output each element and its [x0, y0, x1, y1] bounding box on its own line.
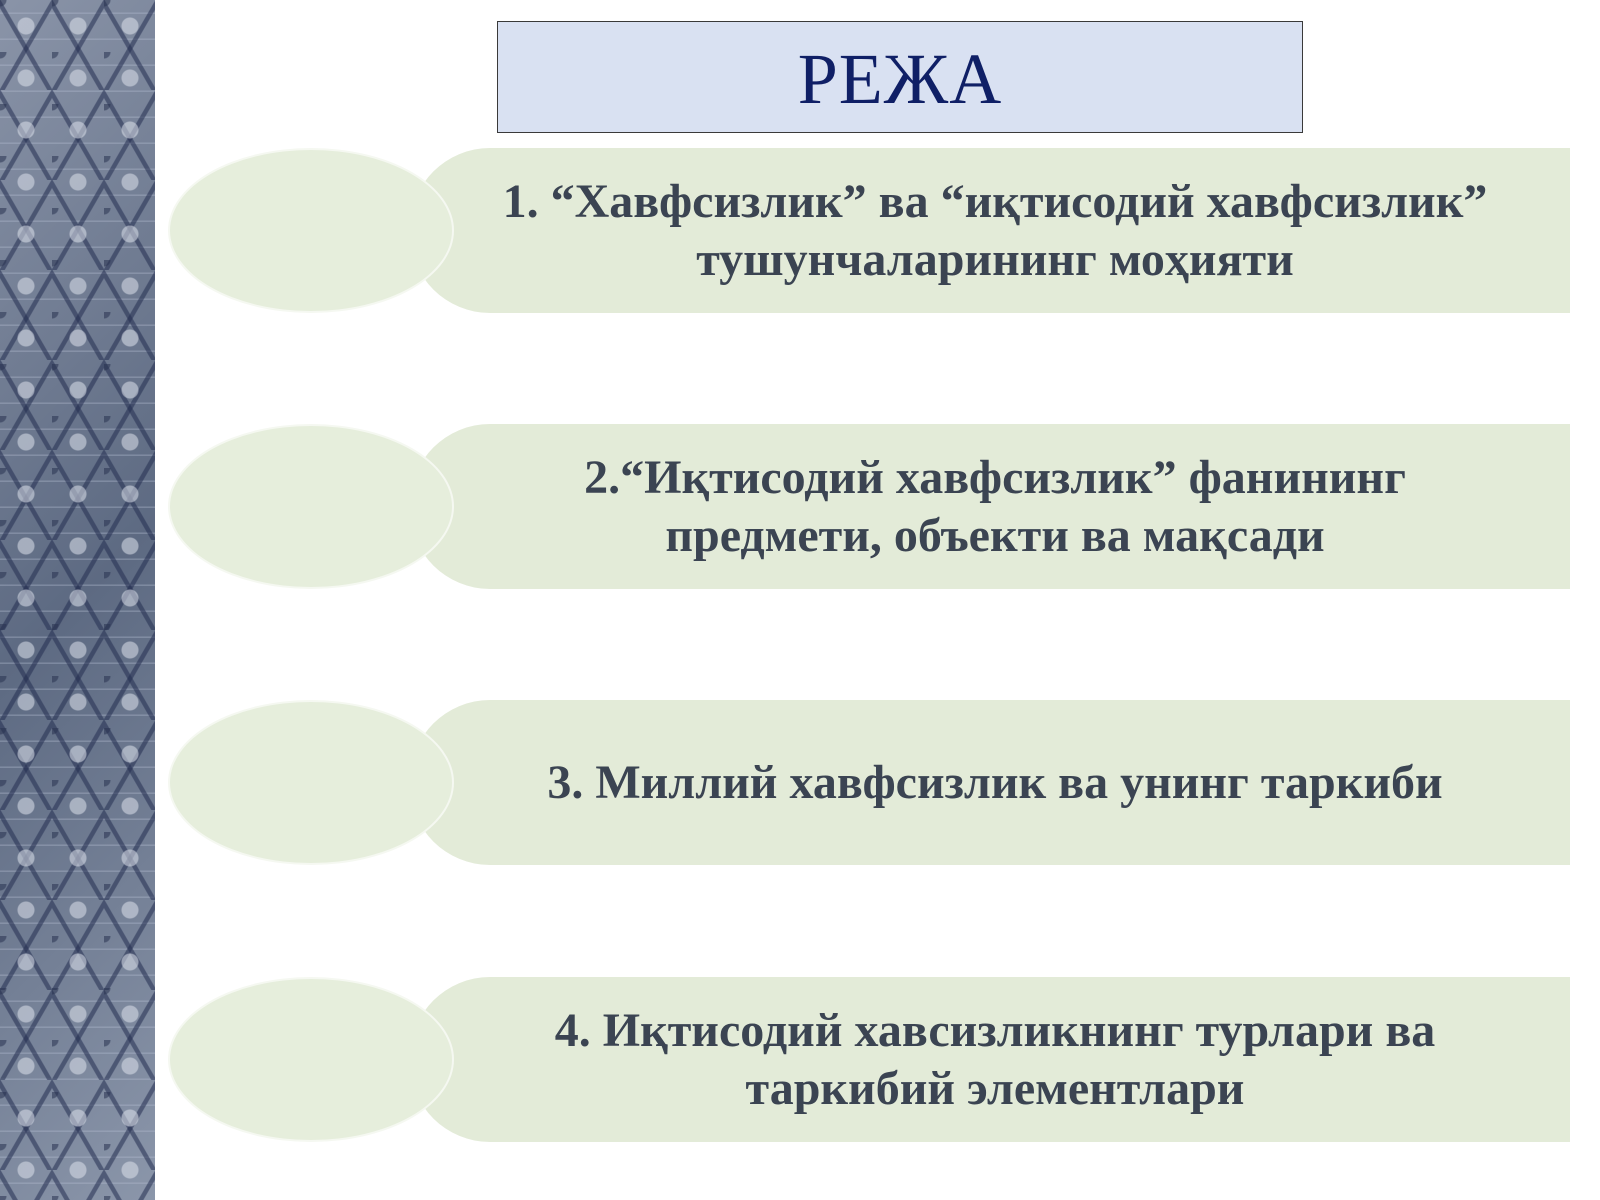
- plan-item-text: 2.“Иқтисодий хавфсизлик” фанининг предмети, объекти ва мақсади: [584, 450, 1406, 562]
- decorative-pattern-sidebar: [0, 0, 155, 1200]
- plan-item-ellipse: [170, 426, 452, 587]
- title-box: [497, 21, 1303, 133]
- plan-item-3: [170, 700, 1570, 865]
- plan-item-text: 4. Иқтисодий хавсизликнинг турлари ва таркибий элементлари: [554, 1003, 1436, 1115]
- plan-item-1: [170, 148, 1570, 313]
- plan-item-ellipse: [170, 979, 452, 1140]
- plan-item-text: 3. Миллий хавфсизлик ва унинг таркиби: [547, 755, 1443, 809]
- plan-item-ellipse: [170, 702, 452, 863]
- plan-item-4: [170, 977, 1570, 1142]
- plan-item-text: 1. “Хавфсизлик” ва “иқтисодий хавфсизлик” тушунчаларининг моҳияти: [502, 174, 1488, 286]
- slide-title: РЕЖА: [797, 38, 1003, 119]
- plan-item-2: [170, 424, 1570, 589]
- plan-item-ellipse: [170, 150, 452, 311]
